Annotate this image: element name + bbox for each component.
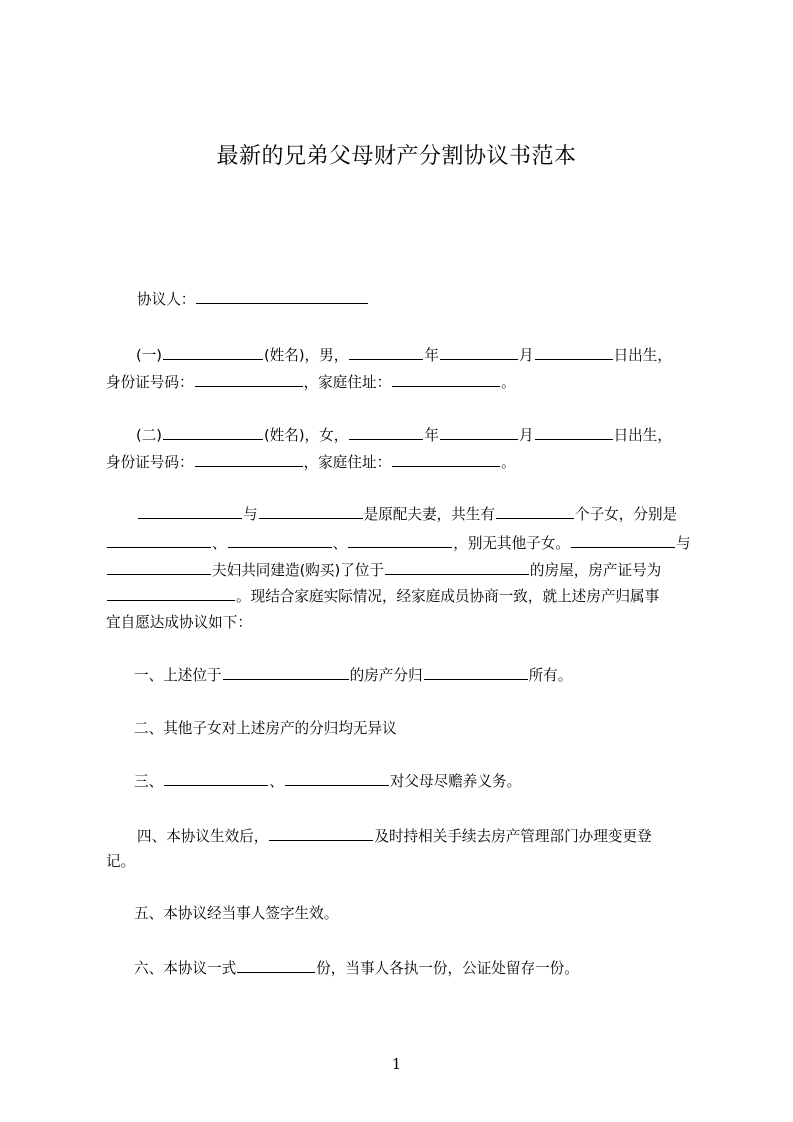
clause-4-text-a: 四、本协议生效后， xyxy=(137,828,269,845)
preamble-sep-1: 、 xyxy=(212,535,227,552)
party1-birth-label: 日出生， xyxy=(613,347,672,364)
party2-month-blank[interactable] xyxy=(440,425,518,440)
preamble-line4 xyxy=(106,586,659,607)
party2-name-label: (姓名)，女， xyxy=(263,427,349,444)
party2-prefix: (二) xyxy=(136,427,162,444)
preamble-certificate-blank[interactable] xyxy=(107,586,235,601)
party1-id-label: 身份证号码： xyxy=(106,374,194,391)
clause-1-owner-blank[interactable] xyxy=(424,665,528,680)
preamble-line1 xyxy=(137,504,677,525)
preamble-person-blank-4[interactable] xyxy=(107,560,211,575)
clause-1-text-a: 一、上述位于 xyxy=(134,667,222,684)
clause-5: 五、本协议经当事人签字生效。 xyxy=(134,905,339,922)
clause-3-child-blank-1[interactable] xyxy=(164,771,268,786)
clause-4-text-b: 及时持相关手续去房产管理部门办理变更登 xyxy=(374,828,652,845)
preamble-text-built: 夫妇共同建造(购买)了位于 xyxy=(212,562,384,579)
parties-blank[interactable] xyxy=(196,289,368,304)
party1-address-label: ，家庭住址： xyxy=(303,374,392,391)
clause-2: 二、其他子女对上述房产的分归均无异议 xyxy=(134,720,397,737)
clause-3 xyxy=(134,771,521,792)
preamble-line5: 宜自愿达成协议如下： xyxy=(106,614,252,631)
preamble-text-agreement: 。现结合家庭实际情况，经家庭成员协商一致，就上述房产归属事 xyxy=(236,588,660,605)
clause-1-location-blank[interactable] xyxy=(223,665,349,680)
party2-line1 xyxy=(136,425,672,446)
party2-day-blank[interactable] xyxy=(535,425,613,440)
party1-prefix: (一) xyxy=(136,347,162,364)
preamble-child-blank-1[interactable] xyxy=(107,533,211,548)
clause-6-copies-blank[interactable] xyxy=(237,958,315,973)
party1-name-label: (姓名)，男， xyxy=(263,347,349,364)
clause-4-line2: 记。 xyxy=(106,853,136,870)
party2-year-blank[interactable] xyxy=(349,425,423,440)
clause-1 xyxy=(134,665,572,686)
party2-id-label: 身份证号码： xyxy=(106,454,194,471)
clause-4-line1 xyxy=(137,826,652,847)
clause-6 xyxy=(134,958,579,979)
preamble-text-married: 是原配夫妻，共生有 xyxy=(363,506,495,523)
party2-birth-label: 日出生， xyxy=(613,427,672,444)
preamble-child-blank-2[interactable] xyxy=(228,533,332,548)
party2-address-label: ，家庭住址： xyxy=(303,454,392,471)
parties-label: 协议人： xyxy=(137,291,196,308)
preamble-line3 xyxy=(106,560,661,581)
party1-line2 xyxy=(106,372,516,393)
preamble-line2 xyxy=(106,533,691,554)
preamble-location-blank[interactable] xyxy=(385,560,529,575)
party1-name-blank[interactable] xyxy=(163,345,263,360)
party1-month-label: 月 xyxy=(518,347,534,364)
clause-4-person-blank[interactable] xyxy=(269,826,373,841)
document-title: 最新的兄弟父母财产分割协议书范本 xyxy=(216,144,577,169)
clause-3-text-b: 对父母尽赡养义务。 xyxy=(389,773,522,790)
preamble-sep-2: 、 xyxy=(332,535,348,552)
party1-line1 xyxy=(136,345,672,366)
clause-1-text-c: 所有。 xyxy=(528,667,573,684)
preamble-text-children: 个子女，分别是 xyxy=(574,506,678,523)
party1-year-label: 年 xyxy=(424,347,439,364)
party1-month-blank[interactable] xyxy=(440,345,518,360)
preamble-text-and-1: 与 xyxy=(243,506,258,523)
clause-1-text-b: 的房产分归 xyxy=(349,667,423,684)
party2-address-blank[interactable] xyxy=(392,452,500,467)
preamble-text-and-2: 与 xyxy=(675,535,691,552)
clause-6-text-b: 份，当事人各执一份，公证处留存一份。 xyxy=(316,960,579,977)
party2-end: 。 xyxy=(501,454,516,471)
parties-label-line xyxy=(137,289,369,310)
party1-end: 。 xyxy=(501,374,516,391)
party1-year-blank[interactable] xyxy=(349,345,423,360)
preamble-child-blank-3[interactable] xyxy=(348,533,452,548)
clause-3-child-blank-2[interactable] xyxy=(285,771,389,786)
clause-3-text-a: 三、 xyxy=(134,773,164,790)
party1-address-blank[interactable] xyxy=(392,372,500,387)
party2-year-label: 年 xyxy=(424,427,439,444)
clause-3-sep: 、 xyxy=(269,773,284,790)
preamble-person-blank-3[interactable] xyxy=(571,533,675,548)
preamble-person-blank-2[interactable] xyxy=(259,504,363,519)
preamble-children-count-blank[interactable] xyxy=(496,504,574,519)
page-number: 1 xyxy=(391,1055,402,1073)
clause-6-text-a: 六、本协议一式 xyxy=(134,960,237,977)
party2-name-blank[interactable] xyxy=(163,425,263,440)
party2-month-label: 月 xyxy=(518,427,534,444)
preamble-text-no-other: ，别无其他子女。 xyxy=(453,535,570,552)
preamble-person-blank-1[interactable] xyxy=(138,504,242,519)
party1-id-blank[interactable] xyxy=(195,372,303,387)
party1-day-blank[interactable] xyxy=(535,345,613,360)
preamble-text-house: 的房屋，房产证号为 xyxy=(529,562,662,579)
party2-id-blank[interactable] xyxy=(195,452,303,467)
party2-line2 xyxy=(106,452,516,473)
